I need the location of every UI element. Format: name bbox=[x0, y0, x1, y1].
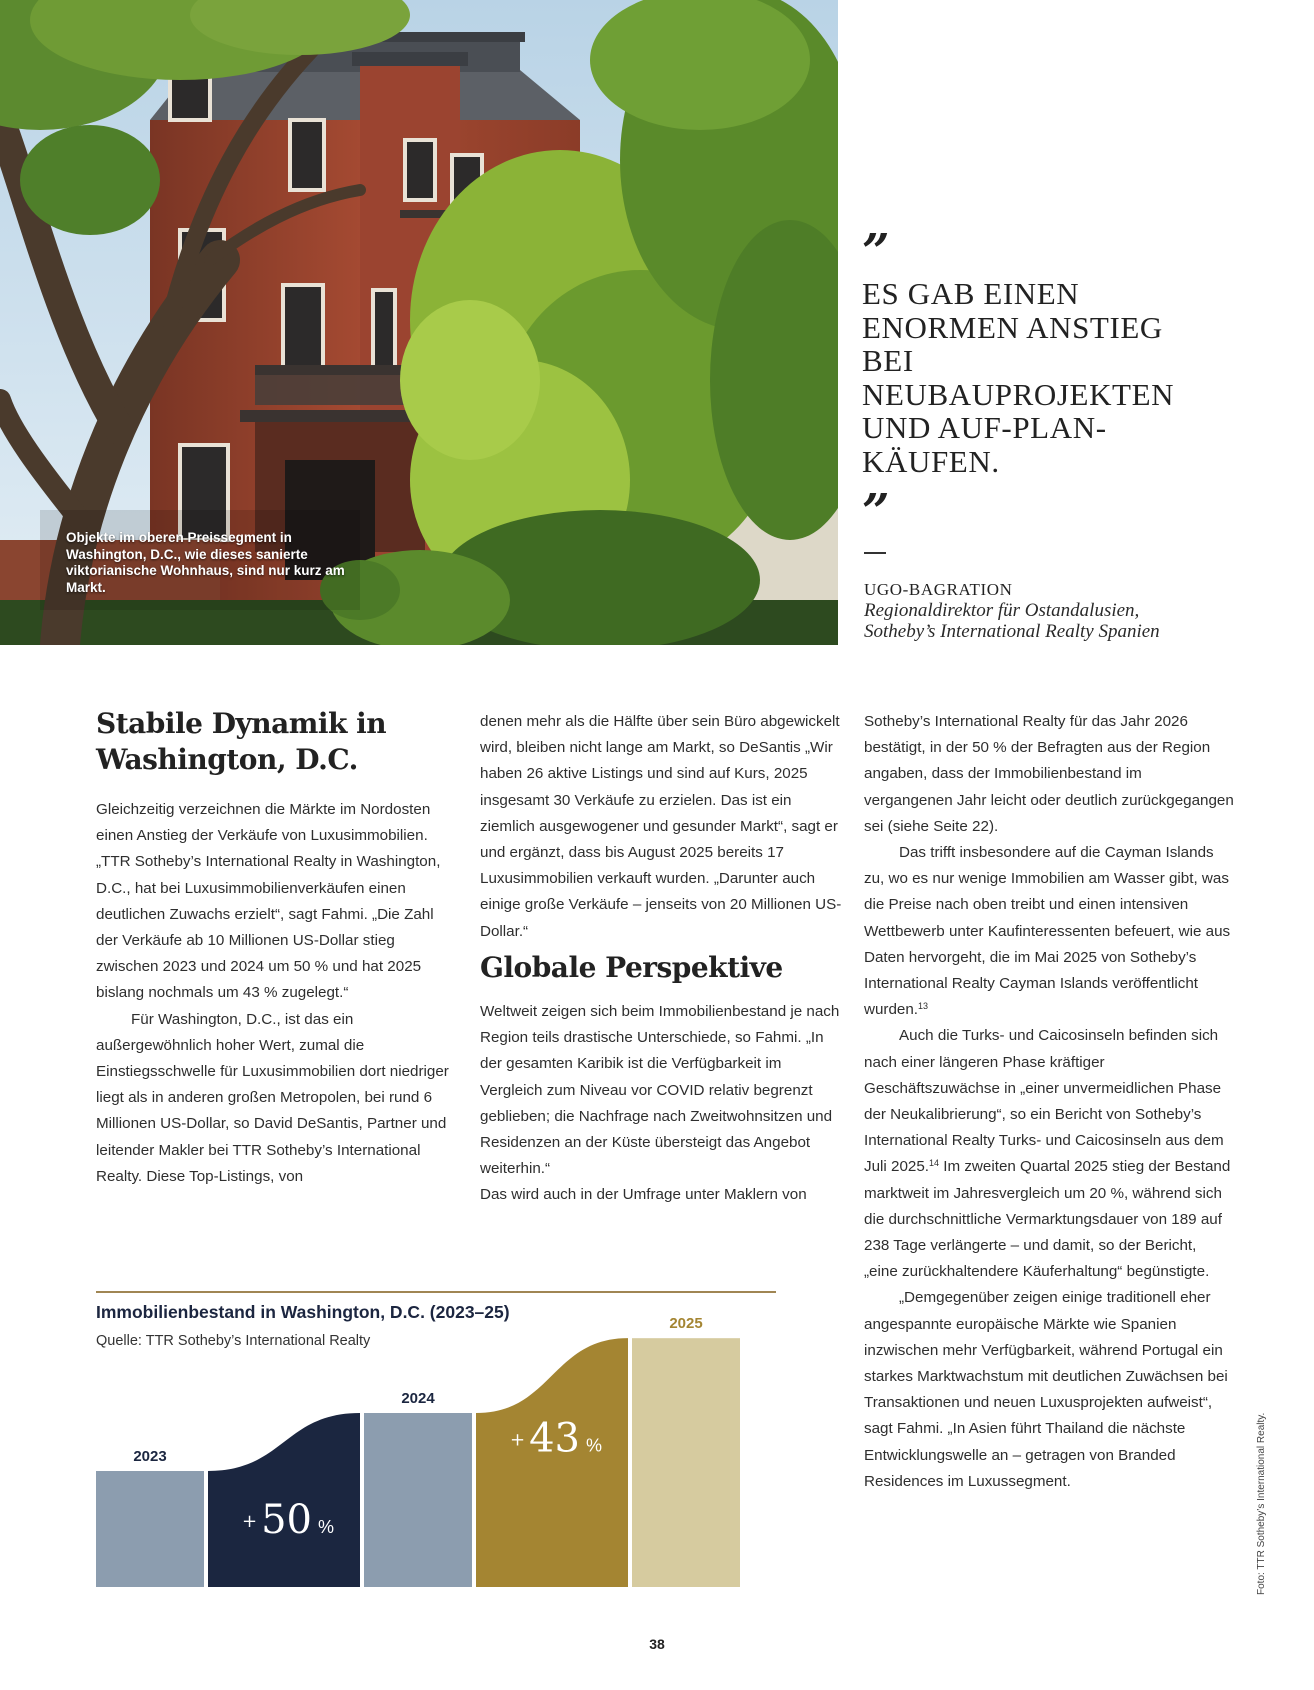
bar-2025 bbox=[632, 1338, 740, 1587]
growth-number: 43 bbox=[529, 1415, 580, 1462]
footnote-ref: 14 bbox=[929, 1158, 940, 1169]
pull-quote-text: ES GAB EINEN ENORMEN ANSTIEG BEI NEUBAUPROJEKTEN UND AUF-PLAN-KÄUFEN. bbox=[862, 276, 1175, 479]
section-heading-washington: Stabile Dynamik in Washington, D.C. bbox=[96, 707, 387, 776]
paragraph-text: Auch die Turks- und Caicosinseln befinden sich nach einer längeren Phase kräftiger Geschäftszuwächse in „einer unvermeidlichen Phase der Neukalibrierung“, so ein Bericht von Sotheby’s International Realty Turks- und Caicosinseln aus dem Juli 2025. bbox=[864, 1027, 1224, 1176]
growth-unit: % bbox=[585, 1435, 603, 1456]
growth-sign: + bbox=[509, 1429, 526, 1451]
chart-source: Quelle: TTR Sotheby’s International Realty bbox=[96, 1333, 371, 1349]
paragraph: Das wird auch in der Umfrage unter Maklern von bbox=[480, 1186, 807, 1204]
photo-credit: Foto: TTR Sotheby’s International Realty. bbox=[1256, 1412, 1267, 1595]
page-number: 38 bbox=[649, 1636, 665, 1652]
photo-caption: Objekte im oberen Preissegment in Washington, D.C., wie dieses sanierte viktorianische Wohnhaus, sind nur kurz am Markt. bbox=[66, 530, 345, 595]
paragraph: Sotheby’s International Realty für das Jahr 2026 bestätigt, in der 50 % der Befragten aus der Region angaben, dass der Immobilienbestand im vergangenen Jahr leicht oder deutlich zurückgegangen sei (siehe Seite 22). bbox=[864, 713, 1234, 835]
bar-label-2023: 2023 bbox=[133, 1448, 167, 1465]
growth-number: 50 bbox=[261, 1497, 312, 1544]
growth-unit: % bbox=[317, 1517, 335, 1538]
paragraph: Gleichzeitig verzeichnen die Märkte im Nordosten einen Anstieg der Verkäufe von Luxusimmobilien. „TTR Sotheby’s International Realty in Washington, D.C., hat bei Luxusimmobilienverkäufen einen deutlichen Zuwachs erzielt“, sagt Fahmi. „Die Zahl der Verkäufe ab 10 Millionen US-Dollar stieg zwischen 2023 und 2024 um 50 % und hat 2025 bislang nochmals um 43 % zugelegt.“ bbox=[96, 801, 441, 1002]
paragraph bbox=[864, 1023, 1234, 1285]
chart-title: Immobilienbestand in Washington, D.C. (2023–25) bbox=[96, 1302, 510, 1322]
paragraph: „Demgegenüber zeigen einige traditionell eher angespannte europäische Märkte wie Spanien inzwischen mehr Verfügbarkeit, während Portugal ein starkes Marktwachstum mit deutlichen Zuwächsen bei Transaktionen und neuen Luxusprojekten aufweist“, sagt Fahmi. „In Asien führt Thailand die nächste Entwicklungswelle an – getragen von Branded Residences im Luxussegment. bbox=[864, 1289, 1228, 1490]
paragraph: Für Washington, D.C., ist das ein außergewöhnlich hoher Wert, zumal die Einstiegsschwelle für Luxusimmobilien dort niedriger liegt als in anderen großen Metropolen, bei rund 6 Millionen US-Dollar, so David DeSantis, Partner und leitender Makler bei TTR Sotheby’s International Realty. Diese Top-Listings, von bbox=[96, 1010, 449, 1185]
bar-label-2025: 2025 bbox=[669, 1315, 703, 1333]
growth-shape-2 bbox=[476, 1338, 628, 1587]
paragraph-text: Im zweiten Quartal 2025 stieg der Bestand marktweit im Jahresvergleich um 20 %, während sich die durchschnittliche Vermarktungsdauer von 189 auf 238 Tage verlängerte – und damit, so der Bericht, „eine zurückhaltendere Käuferhaltung“ begünstigte. bbox=[864, 1158, 1231, 1281]
footnote-ref: 13 bbox=[918, 1001, 929, 1012]
quote-author-name: UGO-BAGRATION bbox=[864, 580, 1013, 599]
bar-label-2024: 2024 bbox=[401, 1390, 435, 1407]
growth-sign: + bbox=[241, 1511, 258, 1533]
section-heading-global: Globale Perspektive bbox=[480, 951, 783, 984]
paragraph: Weltweit zeigen sich beim Immobilienbestand je nach Region teils drastische Unterschiede, so Fahmi. „In der gesamten Karibik ist die Verfügbarkeit im Vergleich zum Niveau vor COVID relativ begrenzt geblieben; die Nachfrage nach Zweitwohnsitzen und Residenzen an der Küste übersteigt das Angebot weiterhin.“ bbox=[480, 1003, 840, 1178]
quote-author-role-line1: Regionaldirektor für Ostandalusien, bbox=[864, 600, 1140, 621]
quote-open-mark: ” bbox=[862, 232, 890, 272]
paragraph bbox=[864, 840, 1234, 1023]
quote-author-role bbox=[864, 600, 1284, 642]
paragraph-text: Das trifft insbesondere auf die Cayman Islands zu, wo es nur wenige Immobilien am Wasser gibt, was die Preise nach oben treibt und einen intensiven Wettbewerb unter Kaufinteressenten befeuert, wie aus Daten hervorgeht, die im Mai 2025 von Sotheby’s International Realty Cayman Islands veröffentlicht wurden. bbox=[864, 844, 1231, 1019]
article-column-3 bbox=[864, 709, 1234, 1495]
paragraph: denen mehr als die Hälfte über sein Büro abgewickelt wird, bleiben nicht lange am Markt, so DeSantis „Wir haben 26 aktive Listings und sind auf Kurs, 2025 insgesamt 30 Verkäufe zu erzielen. Das ist ein ziemlich ausgewogener und gesunder Markt“, sagt er und ergänzt, dass bis August 2025 bereits 17 Luxusimmobilien verkauft wurden. „Darunter auch einige große Verkäufe – jenseits von 20 Millionen US-Dollar.“ bbox=[480, 713, 842, 940]
bar-2023 bbox=[96, 1471, 204, 1587]
quote-close-mark: ” bbox=[862, 492, 890, 532]
quote-author-role-line2: Sotheby’s International Realty Spanien bbox=[864, 621, 1160, 642]
quote-divider bbox=[864, 552, 886, 554]
bar-2024 bbox=[364, 1413, 472, 1587]
